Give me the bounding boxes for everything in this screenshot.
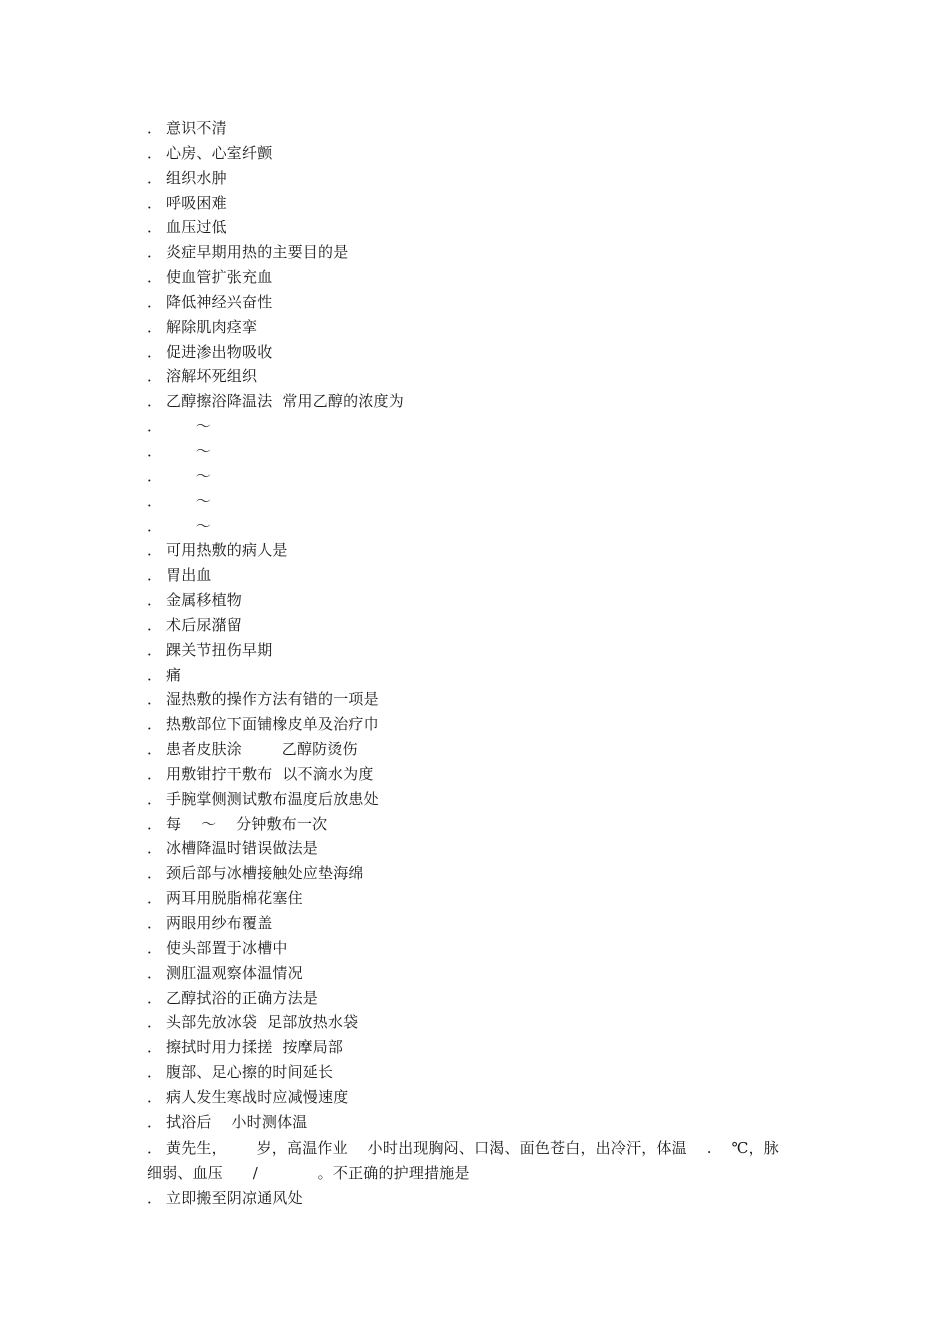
list-item-text: 擦拭时用力揉搓 按摩局部 [166,1038,344,1057]
bullet-mark: ． [147,119,163,137]
bullet-mark: ． [147,317,163,336]
list-item [147,687,827,712]
list-item [147,315,827,340]
list-item [147,290,827,315]
bullet-mark: ． [147,491,163,510]
list-item [147,836,827,861]
list-item [147,364,827,389]
list-item-text: 心房、心室纤颤 [166,143,273,162]
list-item-text: 颈后部与冰槽接触处应垫海绵 [166,864,364,883]
bullet-mark: ． [147,988,163,1007]
bullet-mark: ． [147,1189,163,1207]
list-item-text: 患者皮肤涂 乙醇防烫伤 [166,740,358,759]
bullet-mark: ． [147,1038,163,1057]
list-item [147,737,827,762]
list-item [147,240,827,265]
bullet-mark: ． [147,715,163,734]
bullet-mark: ． [147,466,163,485]
list-item [147,389,827,414]
bullet-mark: ． [147,938,163,957]
list-item [147,861,827,886]
list-item [147,191,827,216]
list-item-text: 两耳用脱脂棉花塞住 [166,889,303,908]
list-item [147,141,827,166]
list-item-text: 手腕掌侧测试敷布温度后放患处 [166,789,379,808]
list-item [147,787,827,812]
list-item-text: 用敷钳拧干敷布 以不滴水为度 [166,764,374,783]
bullet-mark: ． [147,342,163,361]
bullet-mark: ． [147,740,163,759]
list-item [147,538,827,563]
list-item [147,936,827,961]
list-item-text: 乙醇拭浴的正确方法是 [166,988,319,1007]
bullet-mark: ． [147,914,163,932]
list-item-text: ～ [166,441,212,460]
list-item-text: 使头部置于冰槽中 [166,938,288,957]
list-item [147,489,827,514]
list-item-text: 胃出血 [166,566,212,585]
list-item-text: 每 ～ 分钟敷布一次 [166,814,328,833]
list-item-text: 热敷部位下面铺橡皮单及治疗巾 [166,715,379,734]
list-item-text: 测肛温观察体温情况 [166,963,303,982]
list-item [147,986,827,1011]
bullet-mark: ． [147,814,163,833]
list-item [147,464,827,489]
list-item [147,1186,827,1211]
bullet-mark: ． [147,541,163,560]
list-item [147,340,827,365]
case-question-line-2: 细弱、血压 / 。不正确的护理措施是 [147,1164,470,1182]
case-question [147,1136,827,1211]
list-item-text: ～ [166,516,212,535]
list-item-text: 踝关节扭伤早期 [166,640,273,659]
list-item [147,265,827,290]
bullet-mark: ． [147,963,163,982]
list-item-text: ～ [166,491,212,510]
bullet-mark: ． [147,441,163,460]
bullet-mark: ． [147,243,163,262]
list-item-text: 降低神经兴奋性 [166,292,273,311]
list-item [147,886,827,911]
list-item [147,414,827,439]
list-item-text: 拭浴后 小时测体温 [166,1112,308,1131]
bullet-mark: ． [147,839,163,858]
list-item [147,911,827,936]
list-item-text: 术后尿潴留 [166,615,243,634]
bullet-mark: ． [147,1139,163,1157]
list-item-text: 痛 [166,665,182,684]
list-item-text: 血压过低 [166,218,227,237]
list-item-text: 冰槽降温时错误做法是 [166,839,319,858]
list-item [147,961,827,986]
bullet-mark: ． [147,591,163,610]
list-item [147,762,827,787]
bullet-mark: ． [147,566,163,585]
bullet-mark: ． [147,143,163,162]
bullet-mark: ． [147,268,163,287]
bullet-mark: ． [147,168,163,187]
bullet-mark: ． [147,1087,163,1106]
list-item-text: 两眼用纱布覆盖 [166,914,273,932]
list-item-text: 湿热敷的操作方法有错的一项是 [166,690,379,709]
list-item-text: 呼吸困难 [166,193,227,212]
list-item-text: 腹部、足心擦的时间延长 [166,1063,334,1082]
list-item-text: 头部先放冰袋 足部放热水袋 [166,1013,359,1032]
list-item [147,638,827,663]
case-question-text: 黄先生， 岁，高温作业 小时出现胸闷、口渴、面色苍白，出冷汗，体温 . ℃，脉 [166,1139,779,1157]
list-item-text: 金属移植物 [166,591,243,610]
list-item [147,215,827,240]
bullet-mark: ． [147,392,163,411]
bullet-mark: ． [147,292,163,311]
list-item-text: ～ [166,417,212,436]
list-item-text: 乙醇擦浴降温法 常用乙醇的浓度为 [166,392,404,411]
list-item [147,588,827,613]
list-item [147,1035,827,1060]
list-item [147,812,827,837]
list-item-text: 解除肌肉痉挛 [166,317,258,336]
list-item-text: 溶解坏死组织 [166,367,258,386]
case-question-line-1 [147,1136,827,1161]
bullet-mark: ． [147,417,163,436]
list-item [147,563,827,588]
list-item-text: 立即搬至阴凉通风处 [166,1189,303,1207]
list-item [147,1010,827,1035]
bullet-mark: ． [147,218,163,237]
list-item [147,166,827,191]
bullet-mark: ． [147,764,163,783]
bullet-mark: ． [147,665,163,684]
list-item [147,439,827,464]
list-item-text: 意识不清 [166,119,227,137]
list-item [147,613,827,638]
bullet-mark: ． [147,615,163,634]
question-list [147,116,827,1135]
bullet-mark: ． [147,690,163,709]
bullet-mark: ． [147,1013,163,1032]
list-item-text: ～ [166,466,212,485]
bullet-mark: ． [147,789,163,808]
list-item-text: 可用热敷的病人是 [166,541,288,560]
list-item-text: 病人发生寒战时应减慢速度 [166,1087,349,1106]
list-item-text: 使血管扩张充血 [166,268,273,287]
list-item [147,1060,827,1085]
bullet-mark: ． [147,193,163,212]
bullet-mark: ． [147,1063,163,1082]
list-item [147,712,827,737]
list-item [147,514,827,539]
list-item [147,663,827,688]
bullet-mark: ． [147,640,163,659]
list-item [147,1085,827,1110]
list-item [147,1110,827,1135]
list-item [147,116,827,141]
bullet-mark: ． [147,367,163,386]
bullet-mark: ． [147,864,163,883]
bullet-mark: ． [147,1112,163,1131]
list-item-text: 促进渗出物吸收 [166,342,273,361]
list-item-text: 组织水肿 [166,168,227,187]
bullet-mark: ． [147,889,163,908]
bullet-mark: ． [147,516,163,535]
list-item-text: 炎症早期用热的主要目的是 [166,243,349,262]
